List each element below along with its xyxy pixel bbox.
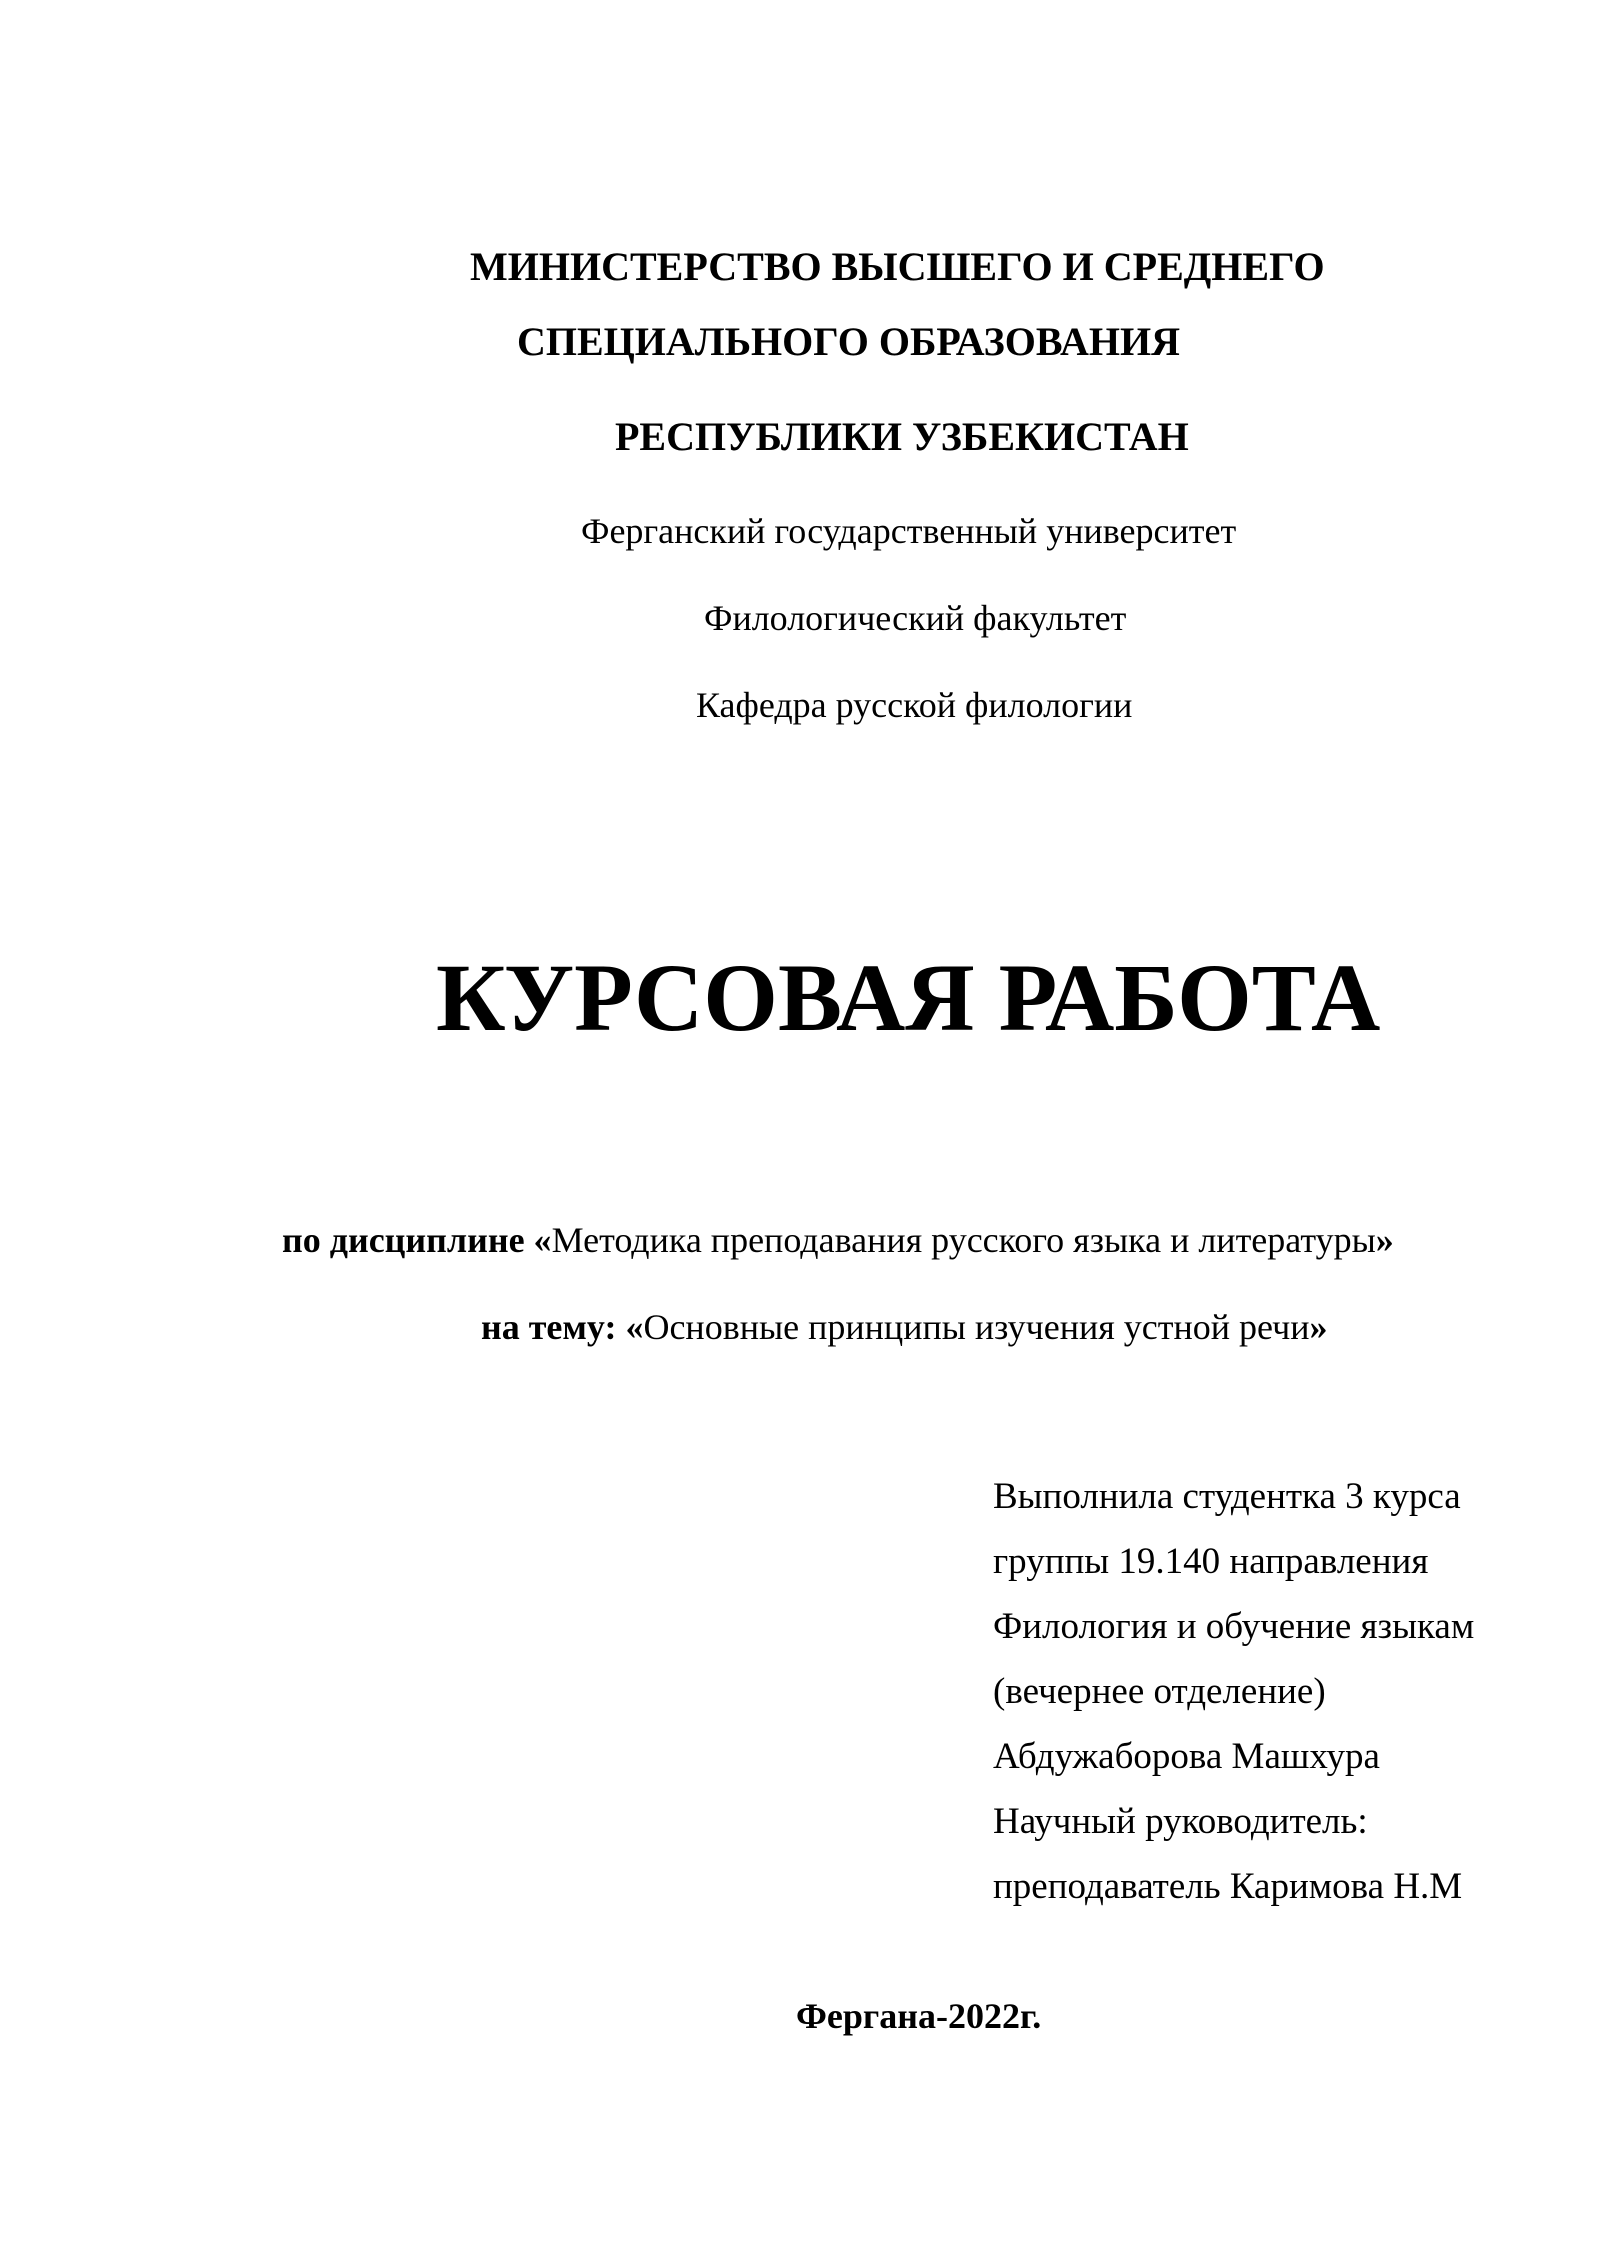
- topic-line: [481, 1309, 1328, 1345]
- topic-close-quote: »: [1309, 1307, 1328, 1347]
- topic-value: Основные принципы изучения устной речи: [643, 1307, 1310, 1347]
- ministry-line-2: СПЕЦИАЛЬНОГО ОБРАЗОВАНИЯ: [517, 319, 1180, 364]
- author-line: Филология и обучение языкам: [993, 1606, 1475, 1647]
- ministry-line-3: РЕСПУБЛИКИ УЗБЕКИСТАН: [615, 414, 1189, 459]
- topic-label: на тему: «: [481, 1307, 644, 1347]
- faculty-name: Филологический факультет: [704, 598, 1127, 638]
- author-line: группы 19.140 направления: [993, 1541, 1429, 1582]
- university-name: Ферганский государственный университет: [581, 511, 1237, 551]
- author-line: (вечернее отделение): [993, 1671, 1326, 1712]
- discipline-label: по дисциплине «: [282, 1220, 552, 1260]
- city-year: Фергана-2022г.: [796, 1996, 1042, 2036]
- document-title: КУРСОВАЯ РАБОТА: [436, 944, 1381, 1051]
- author-line: Выполнила студентка 3 курса: [993, 1476, 1461, 1517]
- department-name: Кафедра русской филологии: [696, 685, 1133, 725]
- author-line: Научный руководитель:: [993, 1801, 1368, 1842]
- ministry-line-1: МИНИСТЕРСТВО ВЫСШЕГО И СРЕДНЕГО: [470, 244, 1325, 289]
- discipline-close-quote: »: [1375, 1220, 1394, 1260]
- discipline-line: [282, 1222, 1394, 1258]
- discipline-value: Методика преподавания русского языка и литературы: [551, 1220, 1376, 1260]
- author-line: Абдужаборова Машхура: [993, 1736, 1380, 1777]
- author-line: преподаватель Каримова Н.М: [993, 1866, 1463, 1907]
